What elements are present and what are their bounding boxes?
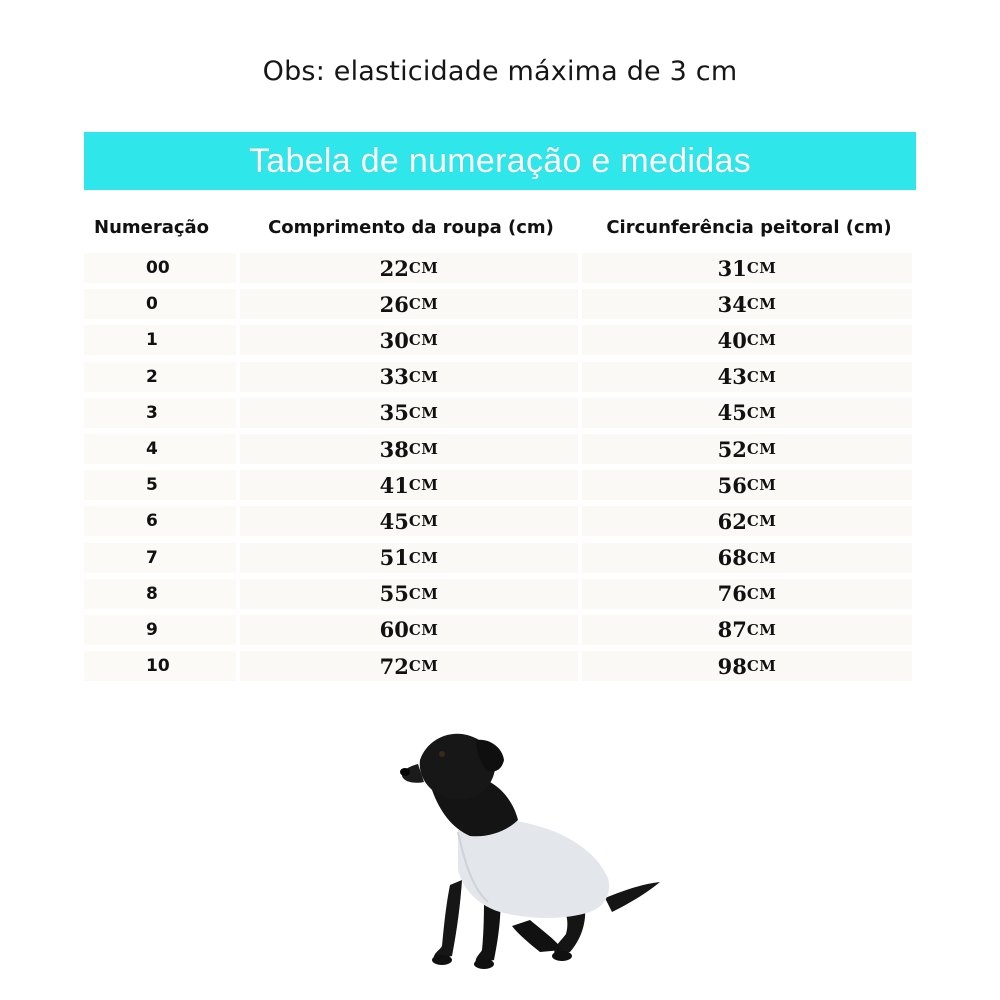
length-unit: CM bbox=[408, 620, 439, 639]
size-cell: 8 bbox=[84, 579, 236, 609]
length-cell bbox=[240, 289, 578, 319]
length-value: 55 bbox=[379, 581, 409, 607]
chest-cell bbox=[582, 325, 912, 355]
chest-unit: CM bbox=[746, 259, 777, 278]
chest-unit: CM bbox=[746, 657, 777, 676]
length-unit: CM bbox=[408, 440, 439, 459]
chest-unit: CM bbox=[746, 584, 777, 603]
length-value: 38 bbox=[379, 436, 409, 462]
chest-value: 40 bbox=[717, 327, 747, 353]
chest-value: 56 bbox=[717, 472, 747, 498]
length-unit: CM bbox=[408, 584, 439, 603]
chest-cell bbox=[582, 506, 912, 536]
length-value: 41 bbox=[379, 472, 409, 498]
header-chest: Circunferência peitoral (cm) bbox=[606, 216, 892, 238]
length-value: 33 bbox=[379, 364, 409, 390]
length-unit: CM bbox=[408, 367, 439, 386]
table-row bbox=[84, 648, 916, 684]
chest-cell bbox=[582, 579, 912, 609]
chest-unit: CM bbox=[746, 512, 777, 531]
chest-cell bbox=[582, 470, 912, 500]
dog-illustration bbox=[380, 720, 680, 980]
table-header-row bbox=[84, 208, 916, 246]
chest-value: 87 bbox=[717, 617, 747, 643]
length-cell bbox=[240, 579, 578, 609]
size-cell: 9 bbox=[84, 615, 236, 645]
size-cell: 1 bbox=[84, 325, 236, 355]
table-title: Tabela de numeração e medidas bbox=[248, 141, 751, 180]
length-value: 72 bbox=[379, 653, 409, 679]
chest-value: 62 bbox=[717, 508, 747, 534]
length-unit: CM bbox=[408, 295, 439, 314]
header-length: Comprimento da roupa (cm) bbox=[268, 216, 554, 238]
table-row bbox=[84, 250, 916, 286]
elasticity-note: Obs: elasticidade máxima de 3 cm bbox=[262, 56, 738, 87]
chest-unit: CM bbox=[746, 440, 777, 459]
size-cell: 7 bbox=[84, 543, 236, 573]
length-unit: CM bbox=[408, 259, 439, 278]
size-cell: 0 bbox=[84, 289, 236, 319]
chest-value: 98 bbox=[717, 653, 747, 679]
table-row bbox=[84, 467, 916, 503]
length-cell bbox=[240, 470, 578, 500]
size-cell: 3 bbox=[84, 398, 236, 428]
chest-cell bbox=[582, 651, 912, 681]
chest-unit: CM bbox=[746, 331, 777, 350]
length-cell bbox=[240, 506, 578, 536]
table-row bbox=[84, 395, 916, 431]
size-cell: 5 bbox=[84, 470, 236, 500]
chest-value: 43 bbox=[717, 364, 747, 390]
length-cell bbox=[240, 434, 578, 464]
size-cell: 10 bbox=[84, 651, 236, 681]
length-cell bbox=[240, 362, 578, 392]
length-unit: CM bbox=[408, 548, 439, 567]
size-cell: 2 bbox=[84, 362, 236, 392]
chest-cell bbox=[582, 362, 912, 392]
length-cell bbox=[240, 253, 578, 283]
length-cell bbox=[240, 543, 578, 573]
chest-value: 34 bbox=[717, 291, 747, 317]
length-value: 51 bbox=[379, 545, 409, 571]
length-value: 22 bbox=[379, 255, 409, 281]
table-row bbox=[84, 322, 916, 358]
length-unit: CM bbox=[408, 331, 439, 350]
table-row bbox=[84, 431, 916, 467]
chest-cell bbox=[582, 398, 912, 428]
chest-value: 31 bbox=[717, 255, 747, 281]
length-value: 30 bbox=[379, 327, 409, 353]
chest-cell bbox=[582, 434, 912, 464]
length-unit: CM bbox=[408, 512, 439, 531]
size-cell: 4 bbox=[84, 434, 236, 464]
chest-unit: CM bbox=[746, 548, 777, 567]
chest-value: 52 bbox=[717, 436, 747, 462]
table-row bbox=[84, 359, 916, 395]
chest-cell bbox=[582, 253, 912, 283]
length-unit: CM bbox=[408, 476, 439, 495]
chest-unit: CM bbox=[746, 620, 777, 639]
chest-cell bbox=[582, 543, 912, 573]
length-value: 45 bbox=[379, 508, 409, 534]
chest-cell bbox=[582, 289, 912, 319]
chest-value: 45 bbox=[717, 400, 747, 426]
length-cell bbox=[240, 615, 578, 645]
dog-photo bbox=[380, 720, 680, 980]
length-value: 35 bbox=[379, 400, 409, 426]
table-row bbox=[84, 612, 916, 648]
chest-unit: CM bbox=[746, 367, 777, 386]
length-cell bbox=[240, 398, 578, 428]
length-unit: CM bbox=[408, 403, 439, 422]
length-value: 26 bbox=[379, 291, 409, 317]
table-row bbox=[84, 503, 916, 539]
chest-unit: CM bbox=[746, 476, 777, 495]
table-row bbox=[84, 540, 916, 576]
chest-value: 68 bbox=[717, 545, 747, 571]
table-title-banner bbox=[84, 132, 916, 190]
table-row bbox=[84, 576, 916, 612]
size-table bbox=[84, 208, 916, 684]
chest-value: 76 bbox=[717, 581, 747, 607]
size-cell: 6 bbox=[84, 506, 236, 536]
table-body bbox=[84, 250, 916, 684]
length-cell bbox=[240, 651, 578, 681]
length-value: 60 bbox=[379, 617, 409, 643]
length-unit: CM bbox=[408, 657, 439, 676]
length-cell bbox=[240, 325, 578, 355]
table-row bbox=[84, 286, 916, 322]
chest-unit: CM bbox=[746, 403, 777, 422]
chest-cell bbox=[582, 615, 912, 645]
size-cell: 00 bbox=[84, 253, 236, 283]
chest-unit: CM bbox=[746, 295, 777, 314]
header-size: Numeração bbox=[94, 216, 210, 238]
